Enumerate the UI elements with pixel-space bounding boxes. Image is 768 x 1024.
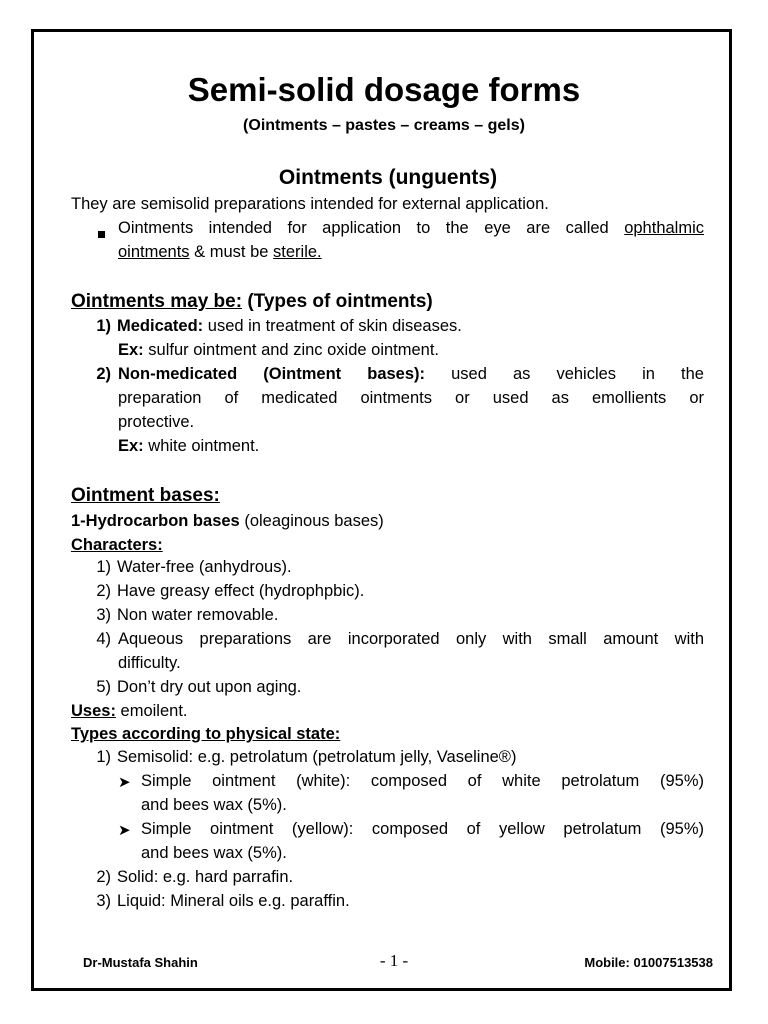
eye-ointment-line1: Ointments intended for application to the eye are called ophthalmic — [118, 219, 704, 237]
type-medicated: 1) Medicated: used in treatment of skin diseases. — [96, 317, 462, 335]
eye-ointment-line2: ointments & must be sterile. — [118, 243, 322, 261]
footer-author: Dr-Mustafa Shahin — [83, 955, 198, 970]
simple-ointment-white-line2: and bees wax (5%). — [141, 796, 287, 814]
character-item: 5) Don’t dry out upon aging. — [96, 678, 302, 696]
page-title: Semi-solid dosage forms — [187, 71, 581, 108]
page-subtitle: (Ointments – pastes – creams – gels) — [243, 117, 525, 134]
character-item-text: Aqueous preparations are incorporated only with small amount with — [118, 630, 704, 648]
character-item: 3) Non water removable. — [96, 606, 279, 624]
state-semisolid: 1) Semisolid: e.g. petrolatum (petrolatum jelly, Vaseline®) — [96, 748, 517, 766]
character-item: 4) — [96, 630, 111, 648]
square-bullet-icon — [98, 225, 105, 243]
arrow-bullet-icon: ➤ — [118, 774, 131, 791]
arrow-bullet-icon: ➤ — [118, 822, 131, 839]
state-solid: 2) Solid: e.g. hard parrafin. — [96, 868, 294, 886]
uses-line: Uses: emoilent. — [71, 702, 188, 720]
state-liquid: 3) Liquid: Mineral oils e.g. paraffin. — [96, 892, 350, 910]
simple-ointment-white-line1: Simple ointment (white): composed of white petrolatum (95%) — [141, 772, 704, 790]
type-non-medicated-line3: protective. — [118, 413, 195, 431]
character-item-cont: difficulty. — [118, 654, 181, 672]
character-item: 1) Water-free (anhydrous). — [96, 558, 292, 576]
characters-label: Characters: — [71, 536, 163, 554]
footer-mobile: Mobile: 01007513538 — [584, 955, 713, 970]
type-non-medicated-line2: preparation of medicated ointments or used as emollients or — [118, 389, 704, 407]
character-item: 2) Have greasy effect (hydrophpbic). — [96, 582, 365, 600]
ointments-heading: Ointments (unguents) — [278, 166, 498, 189]
types-heading: Ointments may be: (Types of ointments) — [71, 291, 433, 312]
type-non-medicated-line1: Non-medicated (Ointment bases): used as vehicles in the — [118, 365, 704, 383]
simple-ointment-yellow-line2: and bees wax (5%). — [141, 844, 287, 862]
hydrocarbon-bases: 1-Hydrocarbon bases (oleaginous bases) — [71, 512, 384, 530]
type-non-medicated-example: Ex: white ointment. — [118, 437, 260, 455]
ointments-intro: They are semisolid preparations intended for external application. — [71, 195, 549, 213]
type-medicated-example: Ex: sulfur ointment and zinc oxide ointment. — [118, 341, 440, 359]
ointment-bases-heading: Ointment bases: — [71, 485, 220, 506]
simple-ointment-yellow-line1: Simple ointment (yellow): composed of yellow petrolatum (95%) — [141, 820, 704, 838]
type-non-medicated-num: 2) — [96, 365, 111, 383]
footer-page-number: - 1 - — [379, 951, 409, 970]
types-physical-state-label: Types according to physical state: — [71, 725, 341, 743]
